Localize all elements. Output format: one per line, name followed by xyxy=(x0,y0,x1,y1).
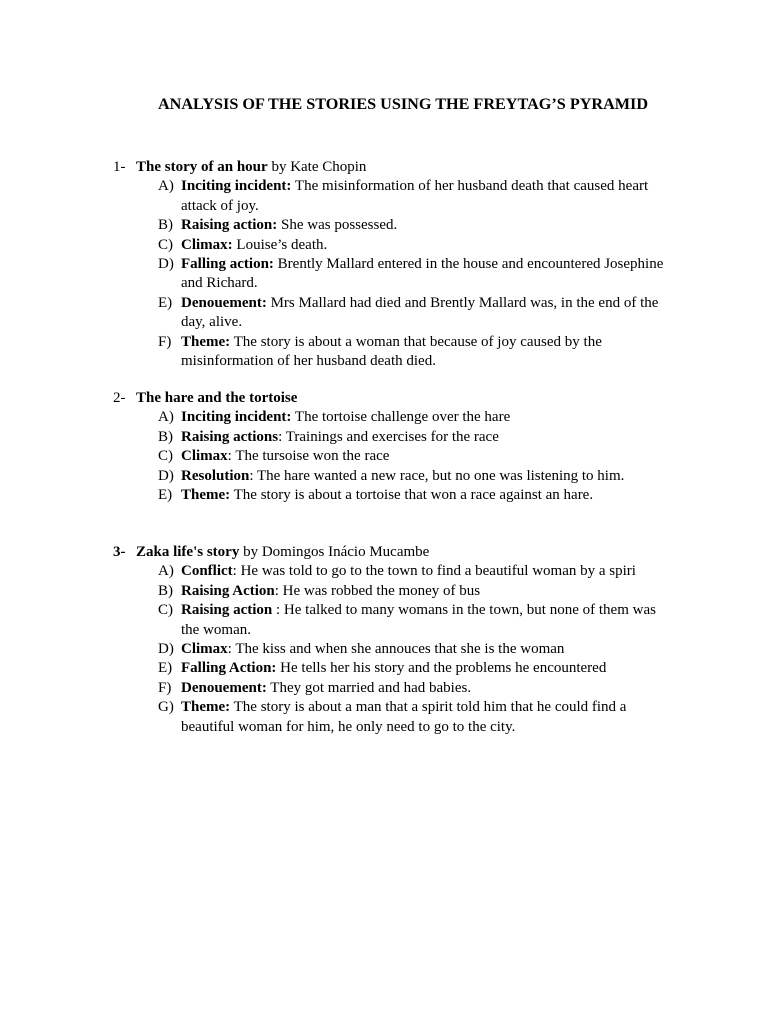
item-label: Falling Action: xyxy=(181,660,277,677)
item-label: Denouement: xyxy=(181,294,267,311)
item-text: : The kiss and when she annouces that she is the woman xyxy=(227,641,565,658)
item-label: Denouement: xyxy=(181,679,267,696)
item-text: The story is about a woman that because of joy caused by the misinformation of her husband death died. xyxy=(181,333,602,370)
list-item xyxy=(113,447,673,466)
list-item xyxy=(113,659,673,678)
item-label: Theme: xyxy=(181,699,231,716)
item-label: Raising actions xyxy=(181,428,279,445)
list-item xyxy=(113,562,673,581)
item-letter: C) xyxy=(158,236,173,253)
item-letter: A) xyxy=(158,563,174,580)
list-item xyxy=(113,333,673,372)
story-section xyxy=(113,158,673,371)
item-letter: B) xyxy=(158,582,173,599)
story-section xyxy=(113,389,673,505)
item-text: : He was robbed the money of bus xyxy=(274,582,481,599)
list-item xyxy=(113,679,673,698)
item-text: : He was told to go to the town to find a beautiful woman by a spiri xyxy=(232,563,636,580)
item-text: : The tursoise won the race xyxy=(227,448,390,465)
story-number: 2- xyxy=(113,390,126,406)
story-title: The story of an hour xyxy=(136,159,268,175)
list-item xyxy=(113,582,673,601)
list-item xyxy=(113,467,673,486)
item-label: Climax: xyxy=(181,236,233,253)
item-text: He tells her his story and the problems he encountered xyxy=(276,660,607,677)
item-letter: D) xyxy=(158,467,174,484)
item-label: Climax xyxy=(181,641,228,658)
item-label: Climax xyxy=(181,448,228,465)
item-text: Mrs Mallard had died and Brently Mallard was, in the end of the day, alive. xyxy=(181,294,659,331)
list-item xyxy=(113,236,673,255)
item-letter: F) xyxy=(158,679,172,696)
item-label: Falling action: xyxy=(181,256,274,273)
item-text: Brently Mallard entered in the house and encountered Josephine and Richard. xyxy=(181,256,664,292)
item-text: The tortoise challenge over the hare xyxy=(291,409,511,426)
list-item xyxy=(113,640,673,659)
story-title: The hare and the tortoise xyxy=(136,390,298,406)
list-item xyxy=(113,601,673,640)
item-letter: E) xyxy=(158,660,173,677)
item-letter: C) xyxy=(158,448,173,465)
list-item xyxy=(113,177,673,216)
item-text: The story is about a tortoise that won a race against an hare. xyxy=(230,487,594,504)
item-letter: A) xyxy=(158,178,174,195)
item-letter: D) xyxy=(158,641,174,658)
story-heading xyxy=(113,389,673,408)
item-label: Theme: xyxy=(181,333,231,350)
item-letter: F) xyxy=(158,333,172,350)
item-text: : Trainings and exercises for the race xyxy=(278,428,499,445)
item-letter: B) xyxy=(158,428,173,445)
list-item xyxy=(113,428,673,447)
item-label: Resolution xyxy=(181,467,250,484)
list-item xyxy=(113,255,673,294)
list-item xyxy=(113,486,673,505)
story-items xyxy=(113,177,673,371)
item-letter: B) xyxy=(158,217,173,234)
list-item xyxy=(113,408,673,427)
story-number: 3- xyxy=(113,544,126,560)
item-text: She was possessed. xyxy=(277,217,398,234)
story-heading xyxy=(113,543,673,562)
document-title: ANALYSIS OF THE STORIES USING THE FREYTAG’S PYRAMID xyxy=(157,95,649,113)
story-section xyxy=(113,543,673,737)
item-label: Theme: xyxy=(181,487,231,504)
item-text: The misinformation of her husband death that caused heart attack of joy. xyxy=(181,178,649,214)
item-label: Conflict xyxy=(181,563,233,580)
item-label: Raising action xyxy=(181,602,273,619)
item-text: Louise’s death. xyxy=(232,236,328,253)
story-heading xyxy=(113,158,673,177)
item-text: The story is about a man that a spirit told him that he could find a beautiful woman for him, he only need to go to the city. xyxy=(181,699,627,735)
story-items xyxy=(113,562,673,737)
item-letter: A) xyxy=(158,409,174,426)
story-byline: by Domingos Inácio Mucambe xyxy=(239,544,430,560)
item-letter: D) xyxy=(158,256,174,273)
item-label: Inciting incident: xyxy=(181,178,292,195)
list-item xyxy=(113,698,673,737)
item-label: Raising Action xyxy=(181,582,275,599)
item-letter: G) xyxy=(158,699,174,716)
item-label: Raising action: xyxy=(181,217,278,234)
list-item xyxy=(113,294,673,333)
item-letter: C) xyxy=(158,602,173,619)
item-text: : The hare wanted a new race, but no one was listening to him. xyxy=(249,467,625,484)
item-text: They got married and had babies. xyxy=(266,679,472,696)
item-text: : He talked to many womans in the town, but none of them was the woman. xyxy=(181,602,656,638)
item-letter: E) xyxy=(158,487,173,504)
list-item xyxy=(113,216,673,235)
item-letter: E) xyxy=(158,294,173,311)
story-byline: by Kate Chopin xyxy=(267,159,367,175)
story-number: 1- xyxy=(113,159,126,175)
story-items xyxy=(113,408,673,505)
item-label: Inciting incident: xyxy=(181,409,292,426)
story-title: Zaka life's story xyxy=(136,544,240,560)
